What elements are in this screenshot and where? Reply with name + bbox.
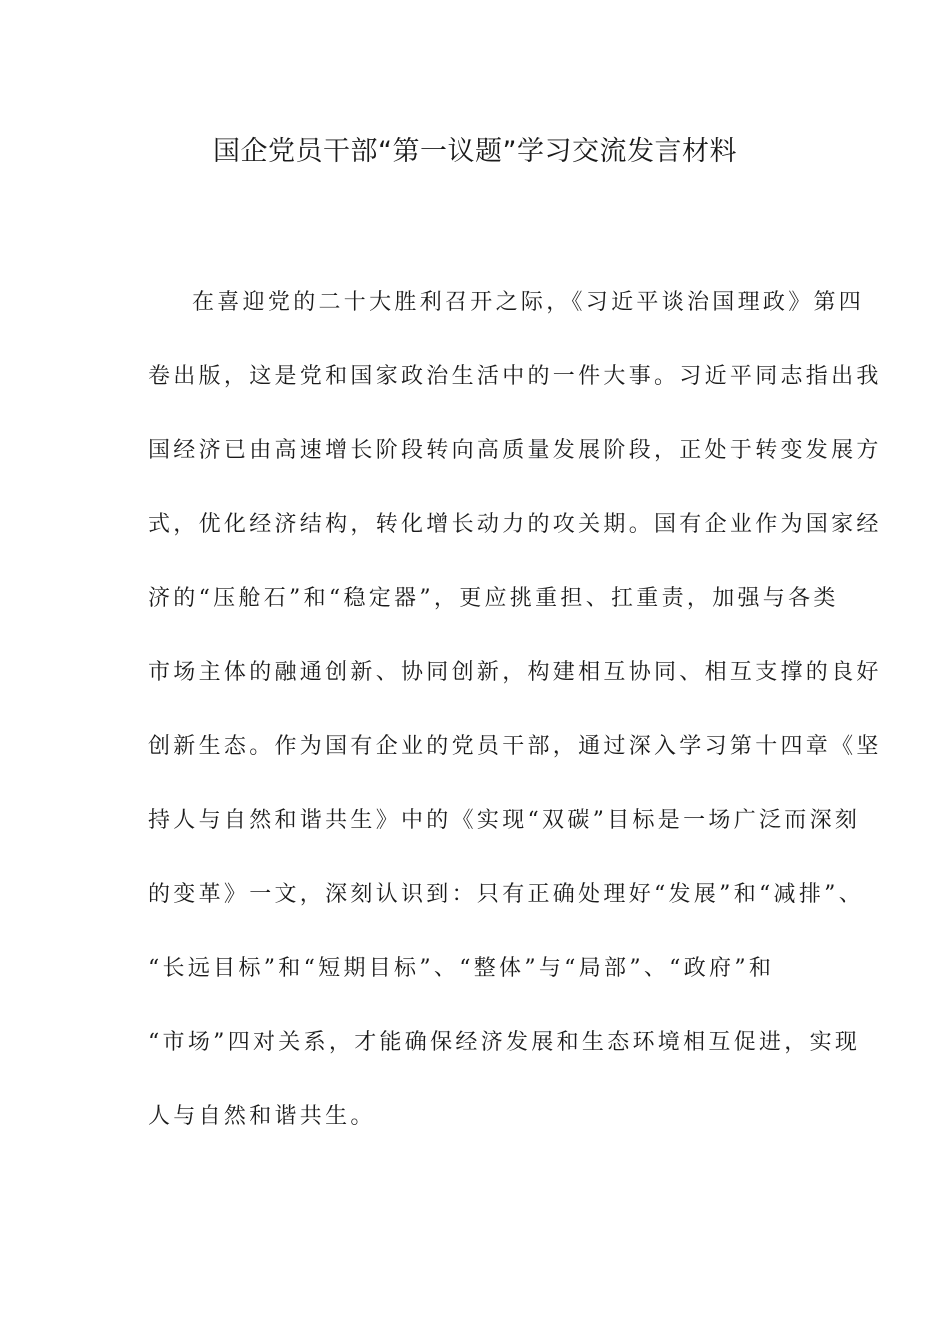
paragraph-line: 创新生态。作为国有企业的党员干部，通过深入学习第十四章《坚 [148,734,882,759]
document-title: 国企党员干部“第一议题”学习交流发言材料 [213,136,737,167]
paragraph-line: 人与自然和谐共生。 [148,1104,376,1129]
paragraph-line: 市场主体的融通创新、协同创新，构建相互协同、相互支撑的良好 [148,660,882,685]
paragraph-line: 式，优化经济结构，转化增长动力的攻关期。国有企业作为国家经 [148,512,882,537]
paragraph-line: 济的“压舱石”和“稳定器”，更应挑重担、扛重责，加强与各类 [148,586,839,611]
paragraph-line: 卷出版，这是党和国家政治生活中的一件大事。习近平同志指出我 [148,364,882,389]
paragraph-line: 持人与自然和谐共生》中的《实现“双碳”目标是一场广泛而深刻 [148,808,861,833]
paragraph-line: “市场”四对关系，才能确保经济发展和生态环境相互促进，实现 [148,1030,861,1055]
paragraph-line: 国经济已由高速增长阶段转向高质量发展阶段，正处于转变发展方 [148,438,882,463]
paragraph-line: “长远目标”和“短期目标”、“整体”与“局部”、“政府”和 [148,956,775,981]
paragraph-line: 在喜迎党的二十大胜利召开之际，《习近平谈治国理政》第四 [192,290,865,315]
paragraph-line: 的变革》一文，深刻认识到：只有正确处理好“发展”和“减排”、 [148,882,864,907]
